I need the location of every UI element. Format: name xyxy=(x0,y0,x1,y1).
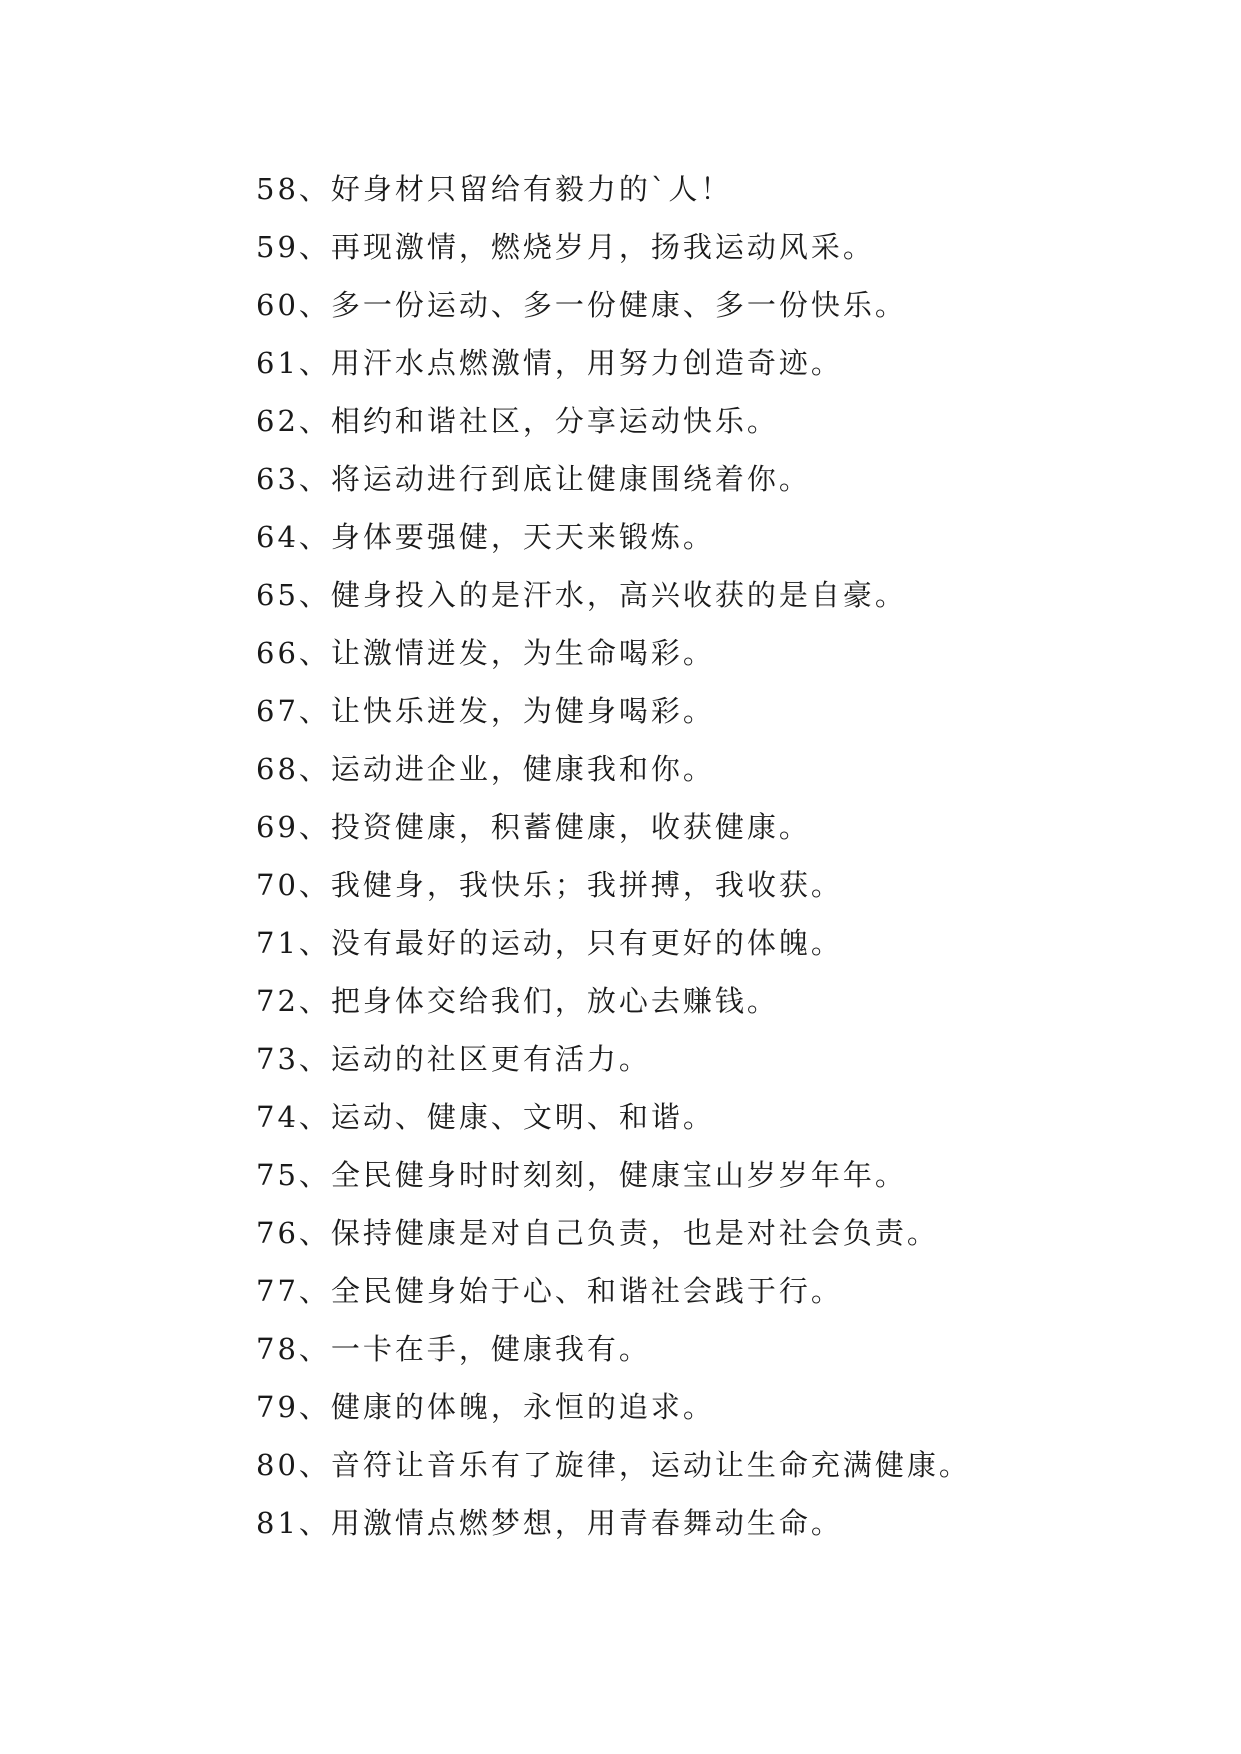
slogan-line-65: 65、健身投入的是汗水，高兴收获的是自豪。 xyxy=(256,578,907,612)
slogan-line-80: 80、音符让音乐有了旋律，运动让生命充满健康。 xyxy=(256,1448,971,1482)
slogan-line-73: 73、运动的社区更有活力。 xyxy=(256,1042,651,1076)
slogan-line-60: 60、多一份运动、多一份健康、多一份快乐。 xyxy=(256,288,907,322)
slogan-line-70: 70、我健身，我快乐；我拼搏，我收获。 xyxy=(256,868,843,902)
slogan-line-76: 76、保持健康是对自己负责，也是对社会负责。 xyxy=(256,1216,939,1250)
slogan-line-79: 79、健康的体魄，永恒的追求。 xyxy=(256,1390,715,1424)
slogan-line-67: 67、让快乐迸发，为健身喝彩。 xyxy=(256,694,715,728)
slogan-line-66: 66、让激情迸发，为生命喝彩。 xyxy=(256,636,715,670)
slogan-line-75: 75、全民健身时时刻刻，健康宝山岁岁年年。 xyxy=(256,1158,907,1192)
slogan-line-74: 74、运动、健康、文明、和谐。 xyxy=(256,1100,715,1134)
slogan-line-62: 62、相约和谐社区，分享运动快乐。 xyxy=(256,404,779,438)
slogan-line-69: 69、投资健康，积蓄健康，收获健康。 xyxy=(256,810,811,844)
slogan-line-78: 78、一卡在手，健康我有。 xyxy=(256,1332,651,1366)
slogan-line-71: 71、没有最好的运动，只有更好的体魄。 xyxy=(256,926,843,960)
slogan-line-61: 61、用汗水点燃激情，用努力创造奇迹。 xyxy=(256,346,843,380)
slogan-list xyxy=(256,160,1196,1552)
slogan-line-68: 68、运动进企业，健康我和你。 xyxy=(256,752,715,786)
slogan-line-58: 58、好身材只留给有毅力的`人！ xyxy=(256,172,733,206)
slogan-line-81: 81、用激情点燃梦想，用青春舞动生命。 xyxy=(256,1506,843,1540)
slogan-line-59: 59、再现激情，燃烧岁月，扬我运动风采。 xyxy=(256,230,875,264)
slogan-line-64: 64、身体要强健，天天来锻炼。 xyxy=(256,520,715,554)
slogan-line-63: 63、将运动进行到底让健康围绕着你。 xyxy=(256,462,811,496)
slogan-line-77: 77、全民健身始于心、和谐社会践于行。 xyxy=(256,1274,843,1308)
slogan-line-72: 72、把身体交给我们，放心去赚钱。 xyxy=(256,984,779,1018)
